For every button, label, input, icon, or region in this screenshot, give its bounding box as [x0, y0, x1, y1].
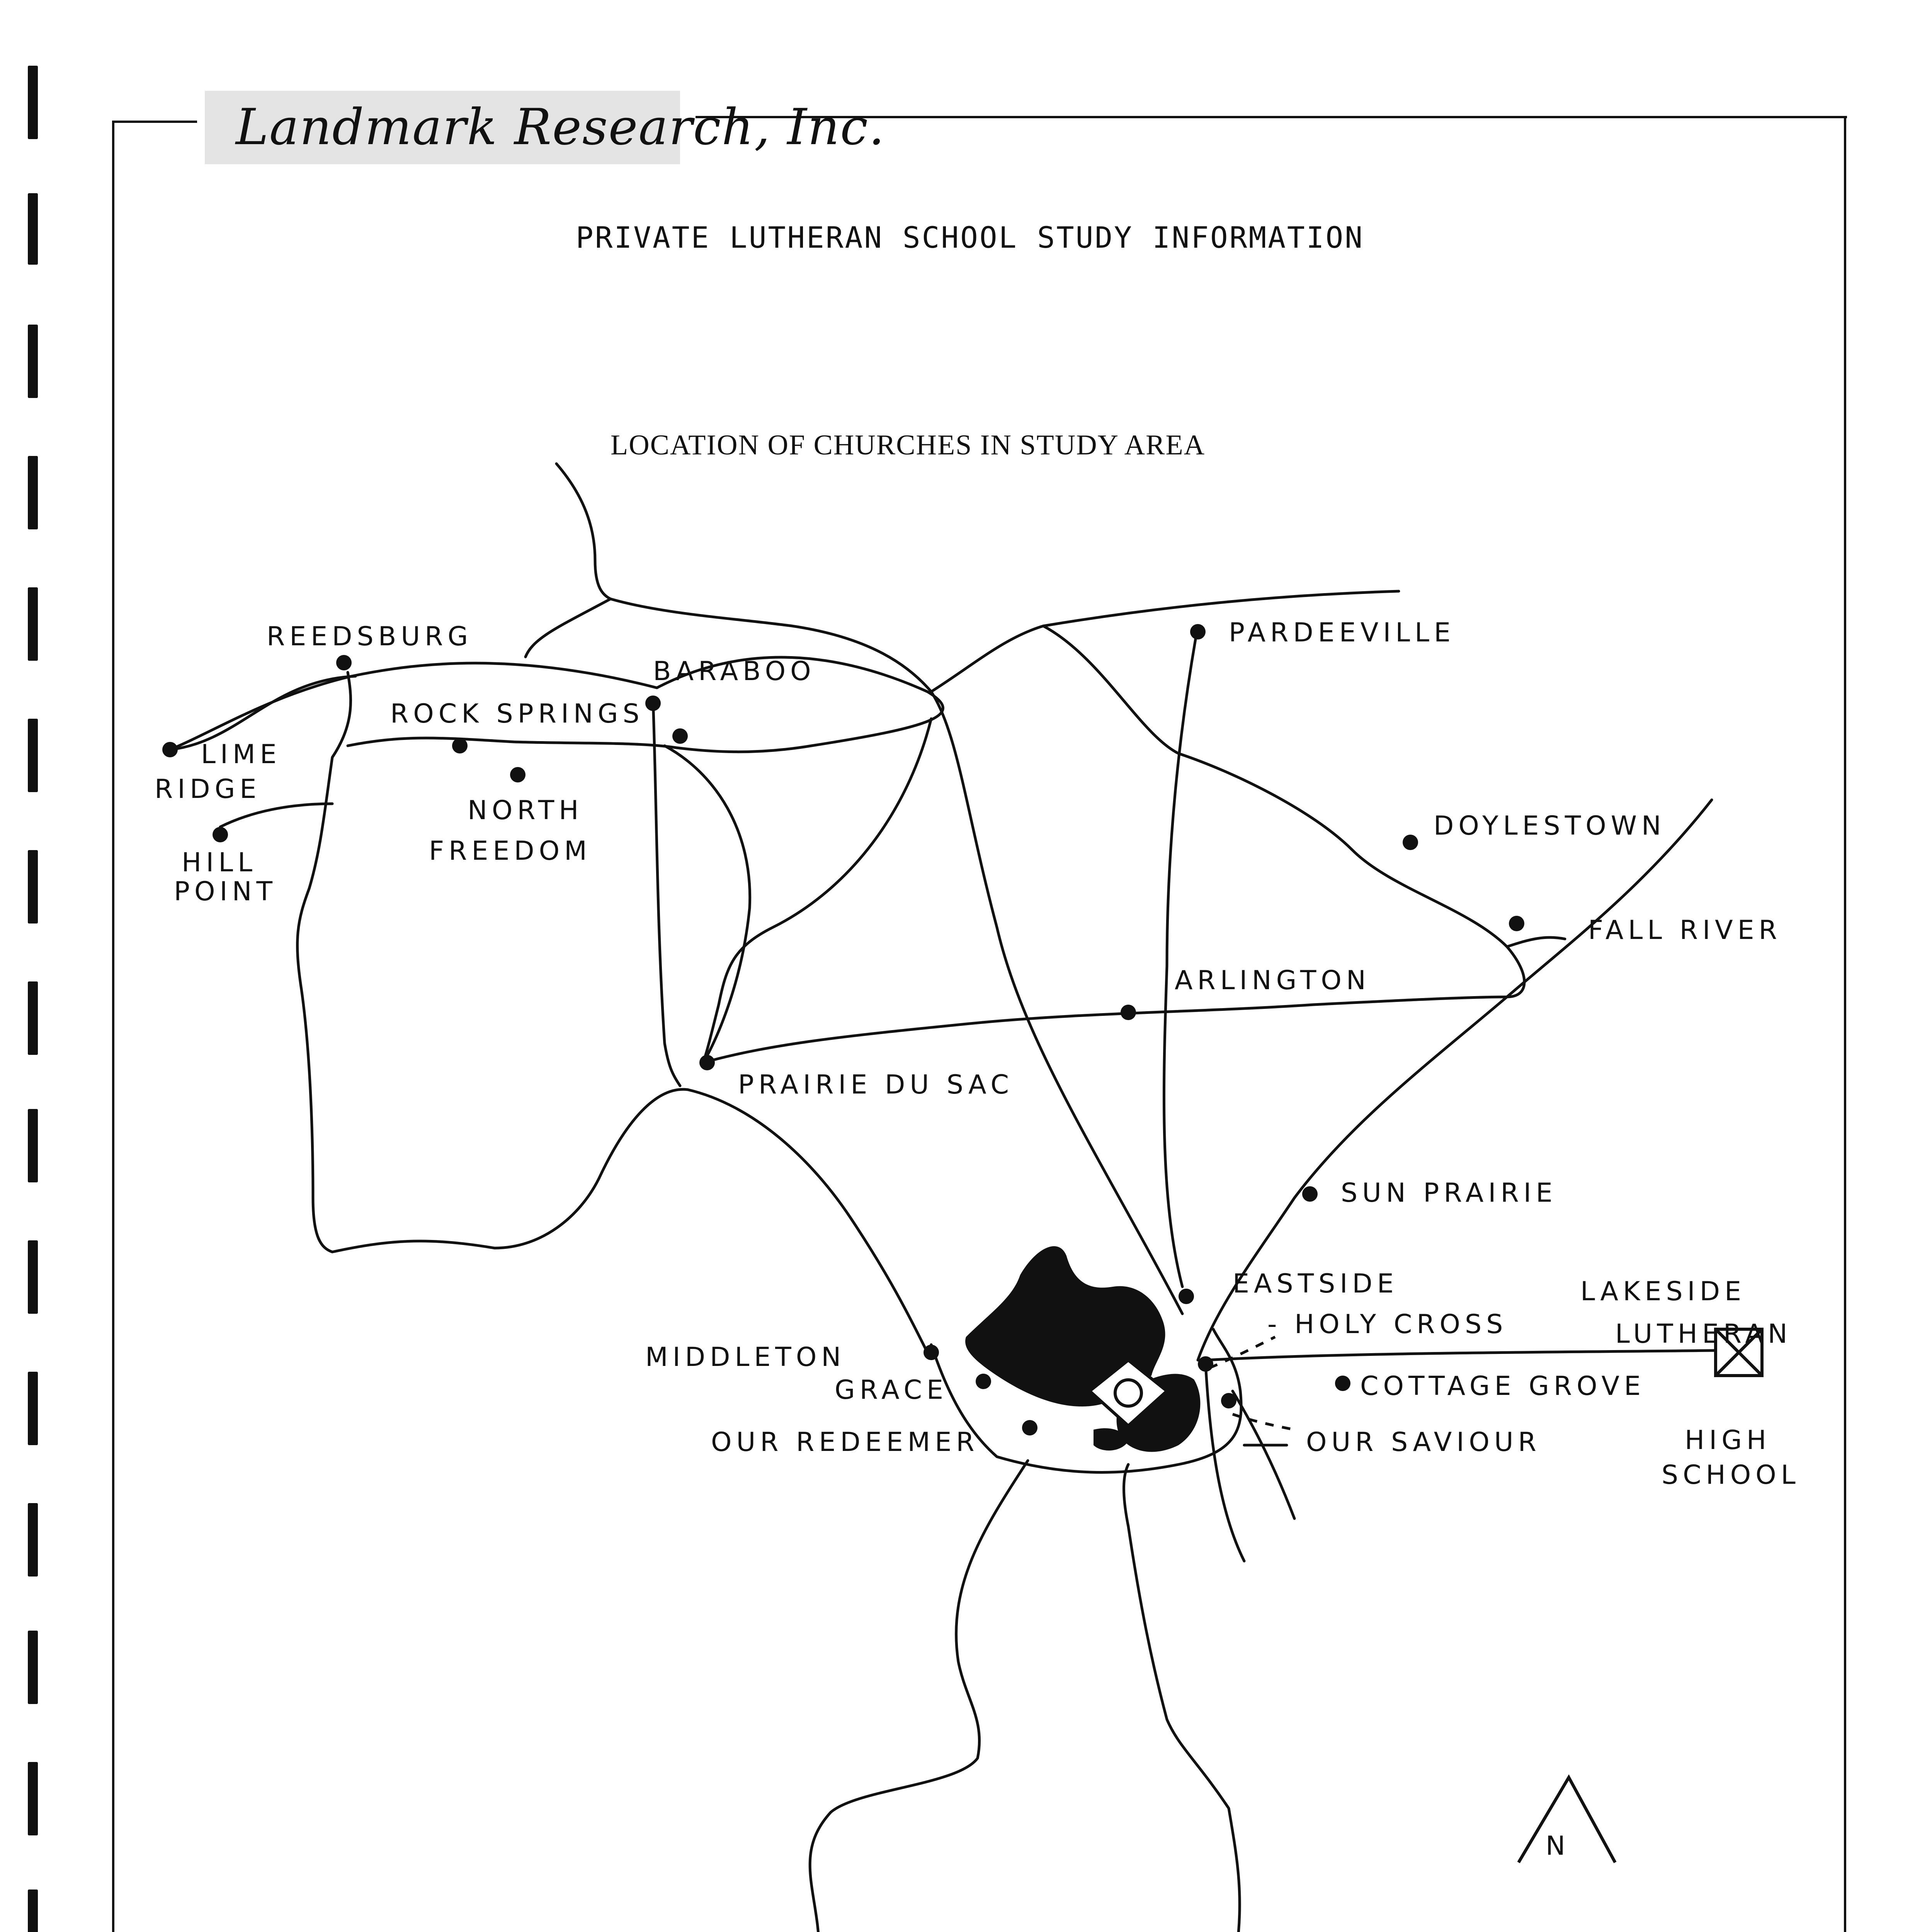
label-sun-prairie: SUN PRAIRIE — [1341, 1178, 1557, 1208]
marker-north-freedom — [510, 767, 526, 782]
lakes — [965, 1246, 1200, 1452]
page-title: PRIVATE LUTHERAN SCHOOL STUDY INFORMATION — [576, 220, 1364, 255]
marker-reedsburg — [336, 655, 352, 670]
label-doylestown: DOYLESTOWN — [1434, 811, 1666, 841]
marker-our-saviour — [1221, 1393, 1236, 1408]
road-brodhead-north — [1124, 1464, 1240, 1932]
road-north-top — [556, 464, 611, 599]
road-monroe-loop — [801, 1461, 1028, 1932]
marker-grace — [976, 1374, 991, 1389]
label-cottage-grove: COTTAGE GROVE — [1360, 1371, 1645, 1401]
road-fall-river-branch — [1507, 937, 1565, 947]
marker-pardeeville — [1190, 624, 1206, 639]
marker-baraboo — [645, 696, 661, 711]
label-hill: HILL — [182, 847, 257, 878]
company-logo: Landmark Research, Inc. — [236, 99, 885, 156]
marker-rock-springs — [452, 738, 468, 753]
marker-cottage-grove — [1335, 1376, 1350, 1391]
road-baraboo-down — [653, 699, 680, 1086]
label-prairie-du-sac: PRAIRIE DU SAC — [738, 1070, 1014, 1100]
marker-doylestown — [1403, 835, 1418, 850]
label-middleton: MIDDLETON — [645, 1342, 846, 1372]
label-rock-springs: ROCK SPRINGS — [390, 699, 644, 729]
label-reedsburg: REEDSBURG — [267, 621, 473, 652]
marker-hill-point — [213, 827, 228, 842]
label-freedom: FREEDOM — [429, 836, 592, 866]
marker-prairie-du-sac — [699, 1055, 715, 1070]
marker-sun-prairie — [1302, 1186, 1318, 1202]
label-our-saviour: OUR SAVIOUR — [1306, 1427, 1541, 1458]
label-holy-cross: - HOLY CROSS — [1267, 1309, 1508, 1340]
marker-holy-cross — [1198, 1356, 1213, 1372]
marker-fall-river — [1509, 916, 1524, 931]
road-arlington — [703, 997, 1507, 1063]
label-school: SCHOOL — [1662, 1460, 1800, 1490]
label-north: NORTH — [468, 795, 583, 826]
marker-arlington — [1121, 1005, 1136, 1020]
marker-our-redeemer — [1022, 1420, 1037, 1435]
road-rock-springs — [348, 738, 676, 748]
label-lime: LIME — [201, 739, 281, 770]
label-point: POINT — [174, 876, 277, 907]
label-eastside: EASTSIDE — [1233, 1269, 1398, 1299]
marker-lime-ridge — [162, 742, 178, 757]
label-arlington: ARLINGTON — [1175, 965, 1371, 996]
road-prairie-du-sac-south — [688, 1090, 927, 1352]
label-grace: GRACE — [835, 1375, 948, 1405]
label-ridge: RIDGE — [155, 774, 261, 804]
marker-baraboo-east — [672, 728, 688, 744]
road-baraboo-south — [931, 692, 1182, 1314]
map-subtitle: LOCATION OF CHURCHES IN STUDY AREA — [611, 429, 1206, 461]
label-our-redeemer: OUR REDEEMER — [711, 1427, 979, 1458]
road-baraboo-down-2 — [665, 746, 750, 1063]
label-high: HIGH — [1685, 1425, 1771, 1456]
road-madison-east — [1206, 1350, 1716, 1360]
place-labels — [155, 617, 1800, 1932]
road-baraboo-sw — [703, 719, 931, 1063]
road-lime-ridge-link — [170, 676, 355, 750]
marker-middleton — [923, 1345, 939, 1360]
label-lutheran: LUTHERAN — [1615, 1319, 1792, 1349]
compass-label: N — [1546, 1831, 1570, 1861]
label-pardeeville: PARDEEVILLE — [1229, 617, 1456, 648]
label-fall-river: FALL RIVER — [1588, 915, 1782, 946]
label-lakeside: LAKESIDE — [1580, 1276, 1746, 1307]
leader-lines — [1209, 1337, 1294, 1430]
road-hill-point — [220, 804, 332, 827]
road-west-loop — [298, 672, 688, 1252]
road-madison-southeast-2 — [1206, 1364, 1244, 1561]
road-pardeeville-south — [1164, 626, 1198, 1287]
label-baraboo: BARABOO — [653, 656, 816, 687]
road-baraboo-north — [526, 599, 611, 657]
marker-eastside — [1179, 1289, 1194, 1304]
